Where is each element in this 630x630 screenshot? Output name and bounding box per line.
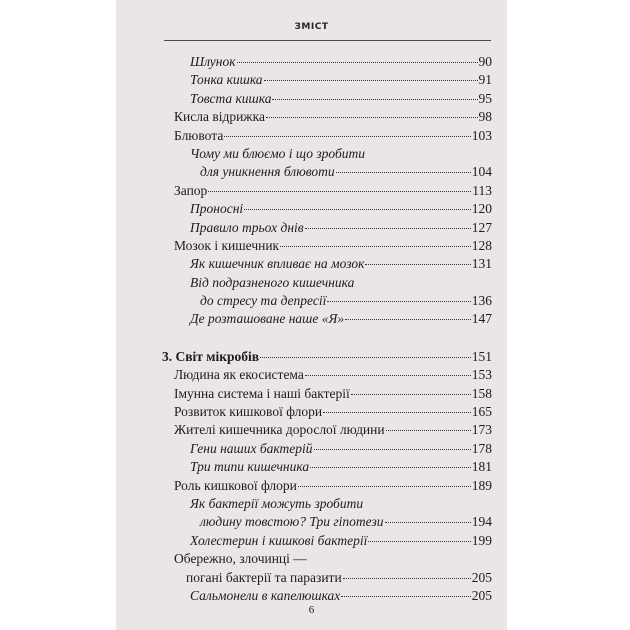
leader-dots xyxy=(336,172,471,173)
toc-entry: Чому ми блюємо і що зробити xyxy=(190,145,365,161)
toc-entry: Від подразненого кишечника xyxy=(190,274,355,290)
toc-entry: Обережно, злочинці — xyxy=(174,551,307,567)
leader-dots xyxy=(264,80,478,81)
toc-entry: Запор 113 xyxy=(174,182,492,198)
toc-entry: погані бактерії та паразити 205 xyxy=(186,569,492,585)
leader-dots xyxy=(385,522,471,523)
section-gap xyxy=(162,329,492,348)
leader-dots xyxy=(351,394,471,395)
leader-dots xyxy=(323,412,471,413)
toc-entry: Проносні 120 xyxy=(190,201,492,217)
toc-entry: Гени наших бактерій 178 xyxy=(190,440,492,456)
leader-dots xyxy=(386,430,471,431)
toc-entry: для уникнення блювоти 104 xyxy=(200,164,492,180)
leader-dots xyxy=(280,246,471,247)
leader-dots xyxy=(305,375,471,376)
toc-entry: Людина як екосистема 153 xyxy=(174,367,492,383)
leader-dots xyxy=(260,357,471,358)
toc-entry: Імунна система і наші бактерії 158 xyxy=(174,385,492,401)
page-number: 6 xyxy=(308,604,315,616)
leader-dots xyxy=(266,117,478,118)
toc-entry: до стресу та депресії 136 xyxy=(200,293,492,309)
leader-dots xyxy=(310,467,471,468)
toc-entry: Сальмонели в капелюшках 205 xyxy=(190,587,492,603)
leader-dots xyxy=(237,62,478,63)
toc-entry: Три типи кишечника 181 xyxy=(190,459,492,475)
table-of-contents xyxy=(162,53,492,605)
toc-entry: Тонка кишка 91 xyxy=(190,72,492,88)
leader-dots xyxy=(272,99,477,100)
leader-dots xyxy=(365,264,470,265)
toc-entry: Як кишечник впливає на мозок 131 xyxy=(190,256,492,272)
toc-entry: Правило трьох днів 127 xyxy=(190,219,492,235)
toc-entry: людину товстою? Три гіпотези 194 xyxy=(200,514,492,530)
toc-entry: Роль кишкової флори 189 xyxy=(174,477,492,493)
header-rule xyxy=(164,40,491,41)
leader-dots xyxy=(314,449,471,450)
toc-entry: Товста кишка 95 xyxy=(190,90,492,106)
toc-entry: Кисла відрижка 98 xyxy=(174,109,492,125)
book-page xyxy=(116,0,507,630)
leader-dots xyxy=(368,541,470,542)
leader-dots xyxy=(305,228,471,229)
toc-entry: Шлунок 90 xyxy=(190,54,492,69)
toc-entry: Жителі кишечника дорослої людини 173 xyxy=(174,422,492,438)
leader-dots xyxy=(298,486,471,487)
toc-entry: Де розташоване наше «Я» 147 xyxy=(190,311,492,327)
toc-entry: Як бактерії можуть зробити xyxy=(190,495,364,511)
toc-entry: Холестерин і кишкові бактерії 199 xyxy=(190,532,492,548)
leader-dots xyxy=(341,596,470,597)
leader-dots xyxy=(343,578,471,579)
toc-entry: Блювота 103 xyxy=(174,127,492,143)
leader-dots xyxy=(345,319,471,320)
leader-dots xyxy=(327,301,470,302)
running-head: ЗМІСТ xyxy=(294,22,329,32)
leader-dots xyxy=(224,136,470,137)
toc-entry: Розвиток кишкової флори 165 xyxy=(174,404,492,420)
leader-dots xyxy=(208,191,471,192)
leader-dots xyxy=(244,209,471,210)
toc-chapter-heading: 3. Світ мікробів 151 xyxy=(162,348,492,364)
toc-entry: Мозок і кишечник 128 xyxy=(174,237,492,253)
